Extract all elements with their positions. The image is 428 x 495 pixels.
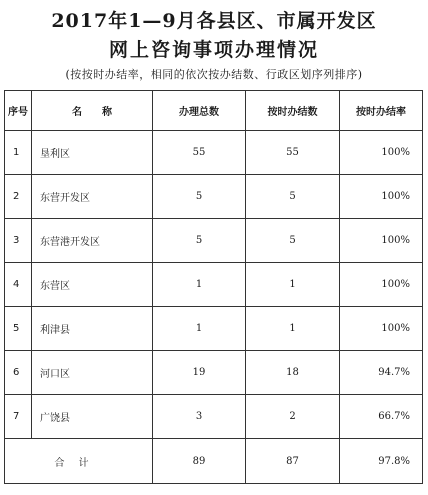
total-total: 89 bbox=[153, 439, 246, 484]
row-ontime: 55 bbox=[246, 131, 340, 175]
row-index: 5 bbox=[5, 307, 32, 351]
row-total: 1 bbox=[153, 307, 246, 351]
row-index: 4 bbox=[5, 263, 32, 307]
header-ontime: 按时办结数 bbox=[246, 91, 340, 131]
header-total: 办理总数 bbox=[153, 91, 246, 131]
row-index: 6 bbox=[5, 351, 32, 395]
document-title: 2017年1—9月各县区、市属开发区 bbox=[51, 10, 377, 32]
row-rate: 100% bbox=[340, 219, 423, 263]
table-row bbox=[5, 175, 423, 219]
row-name: 东营开发区 bbox=[32, 175, 153, 219]
row-name: 利津县 bbox=[32, 307, 153, 351]
table-row bbox=[5, 395, 423, 439]
total-ontime: 87 bbox=[246, 439, 340, 484]
document-title-line2: 网上咨询事项办理情况 bbox=[108, 39, 319, 61]
row-name: 河口区 bbox=[32, 351, 153, 395]
total-rate: 97.8% bbox=[340, 439, 423, 484]
row-rate: 100% bbox=[340, 263, 423, 307]
table-row bbox=[5, 263, 423, 307]
row-ontime: 1 bbox=[246, 307, 340, 351]
table-header-row bbox=[5, 91, 423, 131]
row-total: 5 bbox=[153, 219, 246, 263]
row-name: 垦利区 bbox=[32, 131, 153, 175]
row-name: 广饶县 bbox=[32, 395, 153, 439]
row-ontime: 5 bbox=[246, 219, 340, 263]
row-ontime: 5 bbox=[246, 175, 340, 219]
row-total: 5 bbox=[153, 175, 246, 219]
statistics-table bbox=[4, 90, 423, 484]
row-total: 1 bbox=[153, 263, 246, 307]
table-total-row bbox=[5, 439, 423, 484]
row-total: 3 bbox=[153, 395, 246, 439]
header-rate: 按时办结率 bbox=[340, 91, 423, 131]
document-subtitle: (按按时办结率，相同的依次按办结数、行政区划序列排序) bbox=[65, 68, 363, 81]
row-total: 19 bbox=[153, 351, 246, 395]
row-name: 东营区 bbox=[32, 263, 153, 307]
table-row bbox=[5, 351, 423, 395]
header-name: 名 称 bbox=[32, 91, 153, 131]
row-rate: 94.7% bbox=[340, 351, 423, 395]
table-row bbox=[5, 131, 423, 175]
row-ontime: 1 bbox=[246, 263, 340, 307]
table-row bbox=[5, 219, 423, 263]
row-index: 7 bbox=[5, 395, 32, 439]
total-label: 合计 bbox=[5, 439, 153, 484]
row-rate: 100% bbox=[340, 175, 423, 219]
row-ontime: 18 bbox=[246, 351, 340, 395]
row-index: 2 bbox=[5, 175, 32, 219]
row-ontime: 2 bbox=[246, 395, 340, 439]
table-row bbox=[5, 307, 423, 351]
row-name: 东营港开发区 bbox=[32, 219, 153, 263]
row-index: 1 bbox=[5, 131, 32, 175]
row-rate: 100% bbox=[340, 131, 423, 175]
row-total: 55 bbox=[153, 131, 246, 175]
row-rate: 66.7% bbox=[340, 395, 423, 439]
header-index: 序号 bbox=[5, 91, 32, 131]
row-index: 3 bbox=[5, 219, 32, 263]
row-rate: 100% bbox=[340, 307, 423, 351]
